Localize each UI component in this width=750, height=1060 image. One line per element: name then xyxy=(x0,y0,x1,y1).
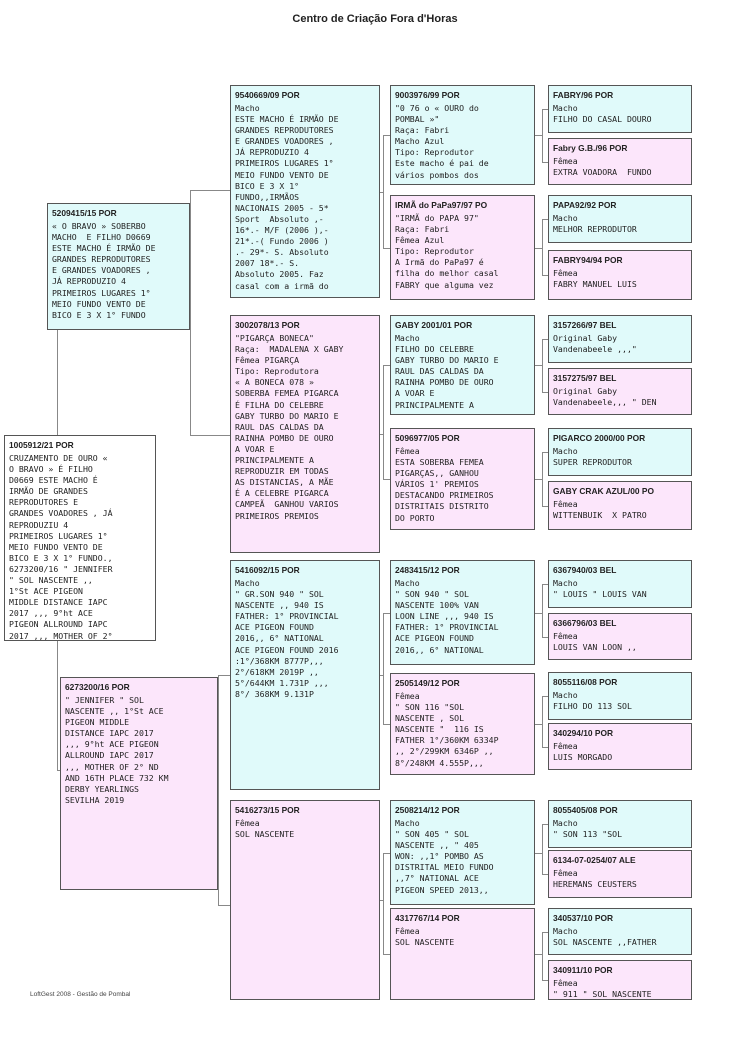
connector-line xyxy=(535,365,542,366)
pigeon-card-g5[interactable] xyxy=(548,428,692,476)
pigeon-card-g5[interactable] xyxy=(548,560,692,608)
pigeon-card-g5[interactable] xyxy=(548,138,692,185)
pigeon-card-g5[interactable] xyxy=(548,723,692,770)
pigeon-description: Macho " SON 113 "SOL xyxy=(553,818,623,840)
pigeon-card-g5[interactable] xyxy=(548,800,692,848)
connector-line xyxy=(535,135,542,136)
pigeon-card-g5[interactable] xyxy=(548,315,692,363)
page-title: Centro de Criação Fora d'Horas xyxy=(292,13,458,25)
pigeon-description: Fêmea HEREMANS CEUSTERS xyxy=(553,868,637,890)
ring-number: 3157266/97 BEL xyxy=(553,320,617,330)
connector-line xyxy=(542,452,543,506)
pigeon-description: Macho FILHO DO CASAL DOURO xyxy=(553,103,652,125)
connector-line xyxy=(383,365,390,366)
pigeon-card-dam-dam[interactable] xyxy=(230,800,380,1000)
pigeon-card-dam[interactable] xyxy=(60,677,218,890)
connector-line xyxy=(383,954,390,955)
pigeon-description: CRUZAMENTO DE OURO « O BRAVO » É FILHO D0669 ESTE MACHO É IRMÃO DE GRANDES REPRODUTORES E GRANDES VOADORES , JÁ REPRODUZIU 4 PRIMEIROS LUGARES 1° MEIO FUNDO VENTO DE BICO E 3 X 1° FUNDO., 6273200/16 " JENNIFER " SOL NASCENTE ,, 1°St ACE PIGEON MIDDLE DISTANCE IAPC 2017 ,,, 9°ht ACE PIGEON ALLROUND IAPC 2017 ,,, MOTHER OF 2° xyxy=(9,453,113,641)
ring-number: 9003976/99 POR xyxy=(395,90,460,100)
ring-number: 5209415/15 POR xyxy=(52,208,117,218)
ring-number: IRMÃ do PaPa97/97 PO xyxy=(395,200,488,210)
connector-line xyxy=(535,853,542,854)
ring-number: 6366796/03 BEL xyxy=(553,618,617,628)
ring-number: 6134-07-0254/07 ALE xyxy=(553,855,636,865)
pigeon-card-dam-sire[interactable] xyxy=(230,560,380,790)
pigeon-card-g5[interactable] xyxy=(548,85,692,133)
pigeon-card-ds-dam[interactable] xyxy=(390,673,535,775)
pigeon-card-sd-dam[interactable] xyxy=(390,428,535,530)
connector-line xyxy=(542,219,543,275)
ring-number: 3157275/97 BEL xyxy=(553,373,617,383)
connector-line xyxy=(383,613,390,614)
ring-number: 5416092/15 POR xyxy=(235,565,300,575)
pigeon-description: Macho " SON 940 " SOL NASCENTE 100% VAN LOON LINE ,,, 940 IS FATHER: 1° PROVINCIAL ACE PIGEON FOUND 2016,, 6° NATIONAL xyxy=(395,578,499,655)
pigeon-description: "IRMÃ do PAPA 97" Raça: Fabri Fêmea Azul Tipo: Reprodutor A Irmã do PaPa97 é filha do melhor casal FABRY que alguma vez xyxy=(395,213,499,290)
pigeon-card-sd-sire[interactable] xyxy=(390,315,535,415)
ring-number: 2505149/12 POR xyxy=(395,678,460,688)
connector-line xyxy=(383,479,390,480)
connector-line xyxy=(542,339,543,392)
connector-line xyxy=(383,365,384,479)
pigeon-card-ss-dam[interactable] xyxy=(390,195,535,300)
pigeon-card-dd-sire[interactable] xyxy=(390,800,535,905)
ring-number: 5096977/05 POR xyxy=(395,433,460,443)
pigeon-card-g5[interactable] xyxy=(548,850,692,898)
connector-line xyxy=(383,853,390,854)
connector-line xyxy=(535,954,542,955)
connector-line xyxy=(535,248,542,249)
pigeon-description: "PIGARÇA BONECA" Raça: MADALENA X GABY Fêmea PIGARÇA Tipo: Reprodutora « A BONECA 078 » SOBERBA FEMEA PIGARCA É FILHA DO CELEBRE GABY TURBO DO MARIO E RAUL DAS CALDAS DA RAINHA POMBO DE OURO A VOAR E PRINCIPALMENTE A REPRODUZIR EM TODAS AS DISTANCIAS, A MÃE É A CELEBRE PIGARCA CAMPEÃ GANHOU VARIOS PRIMEIROS PREMIOS xyxy=(235,333,344,521)
pigeon-card-sire-dam[interactable] xyxy=(230,315,380,553)
pigeon-card-ds-sire[interactable] xyxy=(390,560,535,665)
pigeon-description: Fêmea LUIS MORGADO xyxy=(553,741,613,763)
pigeon-description: Original Gaby Vandenabeele ,,," xyxy=(553,333,637,355)
pigeon-card-sire[interactable] xyxy=(47,203,190,330)
ring-number: 340537/10 POR xyxy=(553,913,614,923)
connector-line xyxy=(190,190,230,191)
pigeon-description: Macho " LOUIS " LOUIS VAN xyxy=(553,578,647,600)
pigeon-description: Fêmea " SON 116 "SOL NASCENTE , SOL NASCENTE " 116 IS FATHER 1°/360KM 6334P ,, 2°/299KM 6346P ,, 8°/248KM 4.555P,,, xyxy=(395,691,499,768)
pigeon-card-g5[interactable] xyxy=(548,960,692,1000)
pigeon-description: Macho " GR.SON 940 " SOL NASCENTE ,, 940 IS FATHER: 1° PROVINCIAL ACE PIGEON FOUND 2016,, 6° NATIONAL ACE PIGEON FOUND 2016 :1°/368KM 8777P,,, 2°/618KM 2019P ,, 5°/644KM 1.731P ,,, 8°/ 368KM 9.131P xyxy=(235,578,339,699)
pigeon-card-ss-sire[interactable] xyxy=(390,85,535,185)
ring-number: 340911/10 POR xyxy=(553,965,613,975)
pigeon-description: Fêmea FABRY MANUEL LUIS xyxy=(553,268,637,290)
connector-line xyxy=(190,190,191,435)
connector-line xyxy=(383,135,390,136)
pigeon-description: "0 76 o « OURO do POMBAL »" Raça: Fabri Macho Azul Tipo: Reprodutor Este macho é pai de vários pombos dos xyxy=(395,103,489,180)
connector-line xyxy=(542,824,543,874)
pigeon-card-sire-sire[interactable] xyxy=(230,85,380,298)
ring-number: 8055116/08 POR xyxy=(553,677,618,687)
connector-line xyxy=(542,696,543,747)
ring-number: 4317767/14 POR xyxy=(395,913,460,923)
connector-line xyxy=(542,932,543,981)
connector-line xyxy=(218,675,230,676)
pigeon-card-g5[interactable] xyxy=(548,481,692,530)
pigeon-description: « O BRAVO » SOBERBO MACHO E FILHO D0669 ESTE MACHO É IRMÃO DE GRANDES REPRODUTORES E GRANDES VOADORES , JÁ REPRODUZIO 4 PRIMEIROS LUGARES 1° MEIO FUNDO VENTO DE BICO E 3 X 1° FUNDO xyxy=(52,221,156,320)
connector-line xyxy=(383,724,390,725)
connector-line xyxy=(57,640,58,770)
ring-number: PIGARCO 2000/00 POR xyxy=(553,433,646,443)
connector-line xyxy=(190,435,230,436)
pigeon-card-g5[interactable] xyxy=(548,613,692,660)
connector-line xyxy=(218,905,230,906)
ring-number: GABY 2001/01 POR xyxy=(395,320,473,330)
connector-line xyxy=(535,479,542,480)
ring-number: 9540669/09 POR xyxy=(235,90,300,100)
connector-line xyxy=(383,613,384,725)
pigeon-card-g5[interactable] xyxy=(548,368,692,415)
pigeon-description: Macho " SON 405 " SOL NASCENTE ,, " 405 WON: ,,1° POMBO AS DISTRITAL MEIO FUNDO ,,7° NATIONAL ACE PIGEON SPEED 2013,, xyxy=(395,818,494,895)
footer-credit: LoftGest 2008 - Gestão de Pombal xyxy=(30,991,131,998)
ring-number: 2483415/12 POR xyxy=(395,565,460,575)
pigeon-card-g5[interactable] xyxy=(548,908,692,955)
pigeon-card-g5[interactable] xyxy=(548,672,692,720)
ring-number: 340294/10 POR xyxy=(553,728,614,738)
pigeon-description: Macho FILHO DO 113 SOL xyxy=(553,690,632,712)
ring-number: 2508214/12 POR xyxy=(395,805,460,815)
ring-number: GABY CRAK AZUL/00 PO xyxy=(553,486,654,496)
ring-number: FABRY94/94 POR xyxy=(553,255,623,265)
connector-line xyxy=(383,135,384,248)
ring-number: PAPA92/92 POR xyxy=(553,200,617,210)
pigeon-description: Fêmea ESTA SOBERBA FEMEA PIGARÇAS,, GANHOU VÁRIOS 1' PREMIOS DESTACANDO PRIMEIROS DISTRITAIS DISTRITO DO PORTO xyxy=(395,446,494,523)
connector-line xyxy=(542,584,543,637)
pigeon-description: Original Gaby Vandenabeele,,, " DEN xyxy=(553,386,657,408)
ring-number: 6367940/03 BEL xyxy=(553,565,617,575)
ring-number: 1005912/21 POR xyxy=(9,440,74,450)
ring-number: Fabry G.B./96 POR xyxy=(553,143,628,153)
connector-line xyxy=(218,675,219,905)
pigeon-description: Macho MELHOR REPRODUTOR xyxy=(553,213,637,235)
pigeon-description: Fêmea " 911 " SOL NASCENTE xyxy=(553,978,652,1000)
pigeon-description: Fêmea LOUIS VAN LOON ,, xyxy=(553,631,637,653)
pigeon-description: Macho SUPER REPRODUTOR xyxy=(553,446,632,468)
ring-number: FABRY/96 POR xyxy=(553,90,614,100)
pigeon-description: Macho FILHO DO CELEBRE GABY TURBO DO MARIO E RAUL DAS CALDAS DA RAINHA POMBO DE OURO A VOAR E PRINCIPALMENTE A xyxy=(395,333,499,410)
pigeon-description: Fêmea EXTRA VOADORA FUNDO xyxy=(553,156,652,178)
ring-number: 5416273/15 POR xyxy=(235,805,300,815)
ring-number: 3002078/13 POR xyxy=(235,320,300,330)
pigeon-card-g5[interactable] xyxy=(548,250,692,300)
pigeon-description: Fêmea SOL NASCENTE xyxy=(395,926,455,948)
pigeon-description: Macho ESTE MACHO É IRMÃO DE GRANDES REPRODUTORES E GRANDES VOADORES , JÁ REPRODUZIO 4 PRIMEIROS LUGARES 1° MEIO FUNDO VENTO DE BICO E 3 X 1° FUNDO,,IRMÃOS NACIONAIS 2005 - 5* Sport Absoluto ,- 16*.- M/F (2006 ),- 21*.-( Fundo 2006 ) .- 29*- S. Absoluto 2007 18*.- S. Absoluto 2005. Faz casal com a irmã do xyxy=(235,103,339,291)
connector-line xyxy=(535,724,542,725)
ring-number: 6273200/16 POR xyxy=(65,682,130,692)
pigeon-description: Fêmea WITTENBUIK X PATRO xyxy=(553,499,647,521)
connector-line xyxy=(542,109,543,162)
pigeon-description: Fêmea SOL NASCENTE xyxy=(235,818,295,840)
connector-line xyxy=(383,853,384,955)
connector-line xyxy=(383,248,390,249)
pigeon-description: Macho SOL NASCENTE ,,FATHER xyxy=(553,926,657,948)
ring-number: 8055405/08 POR xyxy=(553,805,618,815)
pigeon-description: " JENNIFER " SOL NASCENTE ,, 1°St ACE PIGEON MIDDLE DISTANCE IAPC 2017 ,,, 9°ht ACE PIGEON ALLROUND IAPC 2017 ,,, MOTHER OF 2° ND AND 16TH PLACE 732 KM DERBY YEARLINGS SEVILHA 2019 xyxy=(65,695,169,805)
connector-line xyxy=(535,613,542,614)
pigeon-card-subject[interactable] xyxy=(4,435,156,641)
pigeon-card-g5[interactable] xyxy=(548,195,692,243)
pigeon-card-dd-dam[interactable] xyxy=(390,908,535,1000)
